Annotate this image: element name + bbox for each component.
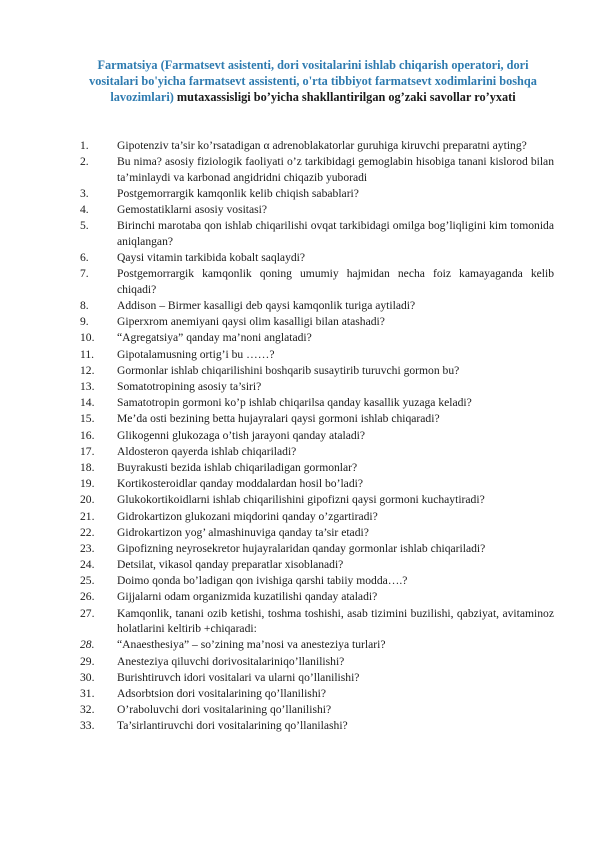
question-item	[80, 444, 554, 460]
question-number: 2.	[80, 155, 89, 169]
question-number: 1.	[80, 139, 89, 152]
question-item	[80, 298, 554, 314]
question-item	[80, 202, 554, 218]
question-item	[80, 379, 554, 395]
question-item	[80, 363, 554, 379]
question-text: Gidrokartizon yog’ almashinuviga qanday ta’sir etadi?	[117, 525, 369, 539]
question-text: Samatotropin gormoni ko’p ishlab chiqarilsa qanday kasallik yuzaga keladi?	[117, 396, 472, 410]
question-number: 25.	[80, 574, 95, 588]
question-number: 17.	[80, 444, 95, 458]
question-number: 18.	[80, 460, 95, 474]
question-item	[80, 411, 554, 427]
question-number: 11.	[80, 347, 95, 361]
question-item	[80, 395, 554, 411]
question-text: Qaysi vitamin tarkibida kobalt saqlaydi?	[117, 251, 306, 265]
question-item	[80, 460, 554, 476]
question-number: 31.	[80, 687, 95, 700]
question-number: 4.	[80, 203, 89, 217]
question-number: 26.	[80, 590, 95, 604]
question-number: 9.	[80, 315, 89, 329]
question-item	[80, 525, 554, 541]
question-item	[80, 218, 554, 249]
question-item	[80, 314, 554, 330]
question-item	[80, 686, 554, 702]
question-text: O’raboluvchi dori vositalarining qo’llanilishi?	[117, 703, 332, 717]
question-number: 8.	[80, 299, 89, 313]
question-item	[80, 557, 554, 573]
question-item	[80, 154, 554, 185]
question-number: 33.	[80, 719, 95, 733]
question-item	[80, 428, 554, 444]
question-text: Somatotropining asosiy ta’siri?	[117, 380, 262, 394]
question-item	[80, 509, 554, 525]
question-text: Gijjalarni odam organizmida kuzatilishi qanday ataladi?	[117, 590, 378, 604]
title-suffix: mutaxassisligi bo’yicha shakllantirilgan og’zaki savollar ro’yxati	[173, 90, 516, 104]
question-number: 29.	[80, 654, 95, 668]
question-text: Kamqonlik, tanani ozib ketishi, toshma toshishi, asab tizimini buzilishi, qabziyat, avitaminoz holatlarini keltirib +chiqaradi:	[117, 606, 554, 636]
question-text: “Anaesthesiya” – so’zining ma’nosi va anesteziya turlari?	[117, 638, 386, 652]
question-item	[80, 330, 554, 346]
question-text: Detsilat, vikasol qanday preparatlar xisoblanadi?	[117, 558, 344, 572]
question-item	[80, 250, 554, 266]
question-text: Me’da osti bezining betta hujayralari qaysi gormoni ishlab chiqaradi?	[117, 412, 440, 426]
question-text: Glukokortikoidlarni ishlab chiqarilishini gipofizni qaysi gormoni kuchaytiradi?	[117, 493, 485, 507]
question-number: 27.	[80, 606, 95, 620]
question-number: 30.	[80, 670, 95, 684]
question-number: 28.	[80, 638, 95, 652]
question-number: 13.	[80, 380, 95, 394]
question-text: Giperxrom anemiyani qaysi olim kasalligi bilan atashadi?	[117, 315, 385, 329]
question-number: 14.	[80, 396, 95, 410]
question-item	[80, 654, 554, 670]
question-text: Postgemorrargik kamqonlik qoning umumiy hajmidan necha foiz kamayaganda kelib chiqadi?	[117, 267, 554, 296]
question-number: 3.	[80, 186, 89, 200]
question-text: Gipotenziv ta’sir ko’rsatadigan α adrenoblakatorlar guruhiga kiruvchi preparatni ayting?	[117, 139, 527, 152]
question-number: 15.	[80, 412, 95, 426]
page-title	[80, 57, 546, 105]
question-text: Birinchi marotaba qon ishlab chiqarilishi ovqat tarkibidagi omilga bog’liqligini kim tomonida aniqlangan?	[117, 219, 554, 248]
question-item	[80, 573, 554, 589]
question-text: Gidrokartizon glukozani miqdorini qanday o’zgartiradi?	[117, 509, 378, 523]
question-text: Burishtiruvch idori vositalari va ularni qo’llanilishi?	[117, 670, 360, 684]
question-number: 6.	[80, 251, 89, 265]
question-number: 16.	[80, 428, 95, 442]
question-text: Gemostatiklarni asosiy vositasi?	[117, 203, 268, 217]
question-item	[80, 670, 554, 686]
question-text: Ta’sirlantiruvchi dori vositalarining qo’llanilashi?	[117, 719, 348, 733]
question-item	[80, 476, 554, 492]
question-text: Gipofizning neyrosekretor hujayralaridan qanday gormonlar ishlab chiqariladi?	[117, 541, 486, 555]
question-text: Aldosteron qayerda ishlab chiqariladi?	[117, 444, 297, 458]
question-number: 22.	[80, 525, 95, 539]
question-text: Postgemorrargik kamqonlik kelib chiqish sabablari?	[117, 186, 359, 200]
question-item	[80, 347, 554, 363]
question-number: 12.	[80, 363, 95, 377]
question-item	[80, 637, 554, 653]
question-text: Anesteziya qiluvchi dorivositalariniqo’llanilishi?	[117, 654, 345, 668]
question-number: 20.	[80, 493, 95, 507]
question-item	[80, 186, 554, 202]
question-text: Kortikosteroidlar qanday moddalardan hosil bo’ladi?	[117, 477, 363, 491]
question-item	[80, 589, 554, 605]
title-specialty: Farmatsiya (Farmatsevt asistenti, dori vositalarini ishlab chiqarish operatori, dori vositalari bo'yicha farmatsevt assistenti, o'rta tibbiyot farmatsevt xodimlarini boshqa lavozimlari)	[89, 58, 537, 104]
question-text: Gipotalamusning ortig’i bu ……?	[117, 347, 275, 361]
question-item	[80, 718, 554, 734]
question-text: “Agregatsiya” qanday ma’noni anglatadi?	[117, 331, 312, 345]
question-item	[80, 702, 554, 718]
question-number: 24.	[80, 558, 95, 572]
question-number: 23.	[80, 541, 95, 555]
question-number: 7.	[80, 267, 89, 281]
question-text: Buyrakusti bezida ishlab chiqariladigan gormonlar?	[117, 460, 358, 474]
question-number: 19.	[80, 477, 95, 491]
question-list	[80, 138, 554, 735]
question-text: Gormonlar ishlab chiqarilishini boshqarib susaytirib turuvchi gormon bu?	[117, 363, 460, 377]
question-number: 5.	[80, 219, 89, 233]
question-item	[80, 541, 554, 557]
question-text: Adsorbtsion dori vositalarining qo’llanilishi?	[117, 687, 326, 700]
question-item	[80, 138, 554, 154]
question-item	[80, 492, 554, 508]
question-number: 21.	[80, 509, 95, 523]
question-text: Glikogenni glukozaga o’tish jarayoni qanday ataladi?	[117, 428, 366, 442]
question-text: Doimo qonda bo’ladigan qon ivishiga qarshi tabiiy modda….?	[117, 574, 408, 588]
question-text: Bu nima? asosiy fiziologik faoliyati o’z tarkibidagi gemoglabin hisobiga tanani kislorod bilan ta’minlaydi va karbonad angidridni chiqazib yuboradi	[117, 155, 554, 184]
question-number: 10.	[80, 331, 95, 345]
question-item	[80, 606, 554, 637]
question-item	[80, 266, 554, 297]
question-text: Addison – Birmer kasalligi deb qaysi kamqonlik turiga aytiladi?	[117, 299, 416, 313]
question-number: 32.	[80, 703, 95, 717]
